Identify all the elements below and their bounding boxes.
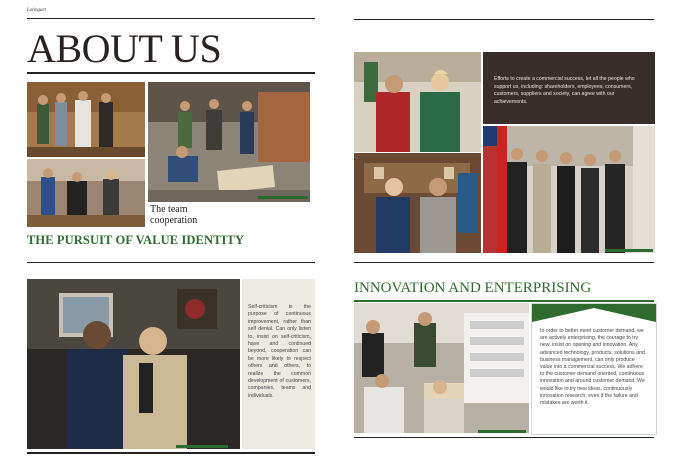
innovation-title: INNOVATION AND ENTERPRISING [354,280,592,296]
team-photo-workshop-small [27,159,145,227]
team-caption-line2: cooperation [150,215,198,226]
panel-success [340,0,675,260]
self-criticism-text: Self-criticism is the purpose of continuous improvement, rather than self denial. Can only listen to, insist on self-criticism, have and continued beyond, cooperation can be more likely to respect others and others, to realize the common development of customers, companies, teams and individuals. [248,304,311,399]
self-criticism-box [242,279,315,449]
page-title: ABOUT US [27,26,222,71]
top-rule-br [354,262,654,263]
innovation-text-box [531,303,657,435]
photo-workshop-innovation [354,303,529,433]
caption-strip-bl [176,445,228,448]
photo-handshake-top [354,52,481,152]
top-rule-bl [27,262,315,263]
innovation-text: In order to better meet customer demand, we are actively enterprising, the courage to try new, insist on opening and innovation. Any advanced technology, products, solutions and business management, can only produce value into a commercial success. We adhere to the customer demand oriented, continuous innovation and around customer demand. We would like to try new ideas, continuously innovation research, even if the failure and mistakes are worth it. [540,328,645,407]
photo-handshake-bottom [354,153,481,253]
team-photo-group [27,82,145,157]
bottom-rule-br [354,437,654,438]
intro-text: Efforts to create a commercial success, let all the people who support us, including: shareholders, employees, consumers, customers, suppliers and society, can agree with our achievements. [494,76,635,105]
brand-logo: Lotingart [27,8,46,13]
photo-delegation [483,126,655,253]
innovation-box-chevron [532,304,656,322]
top-rule [27,18,315,19]
title-underline [27,72,315,74]
panel-about-us [0,0,337,250]
innovation-title-underline [354,300,654,302]
team-caption-line1: The team [150,204,188,215]
caption-strip [258,196,308,199]
team-caption-box [148,202,310,228]
top-rule-right [354,19,654,20]
subtitle-pursuit: THE PURSUIT OF VALUE IDENTITY [27,233,245,247]
intro-dark-box [483,52,655,124]
panel-innovation [340,262,675,461]
panel-self-criticism [0,262,337,461]
caption-strip-right [605,249,653,252]
team-photo-factory-large [148,82,310,202]
caption-strip-br [478,430,526,433]
photo-portrait-meeting [27,279,240,449]
bottom-rule-bl [27,452,315,454]
